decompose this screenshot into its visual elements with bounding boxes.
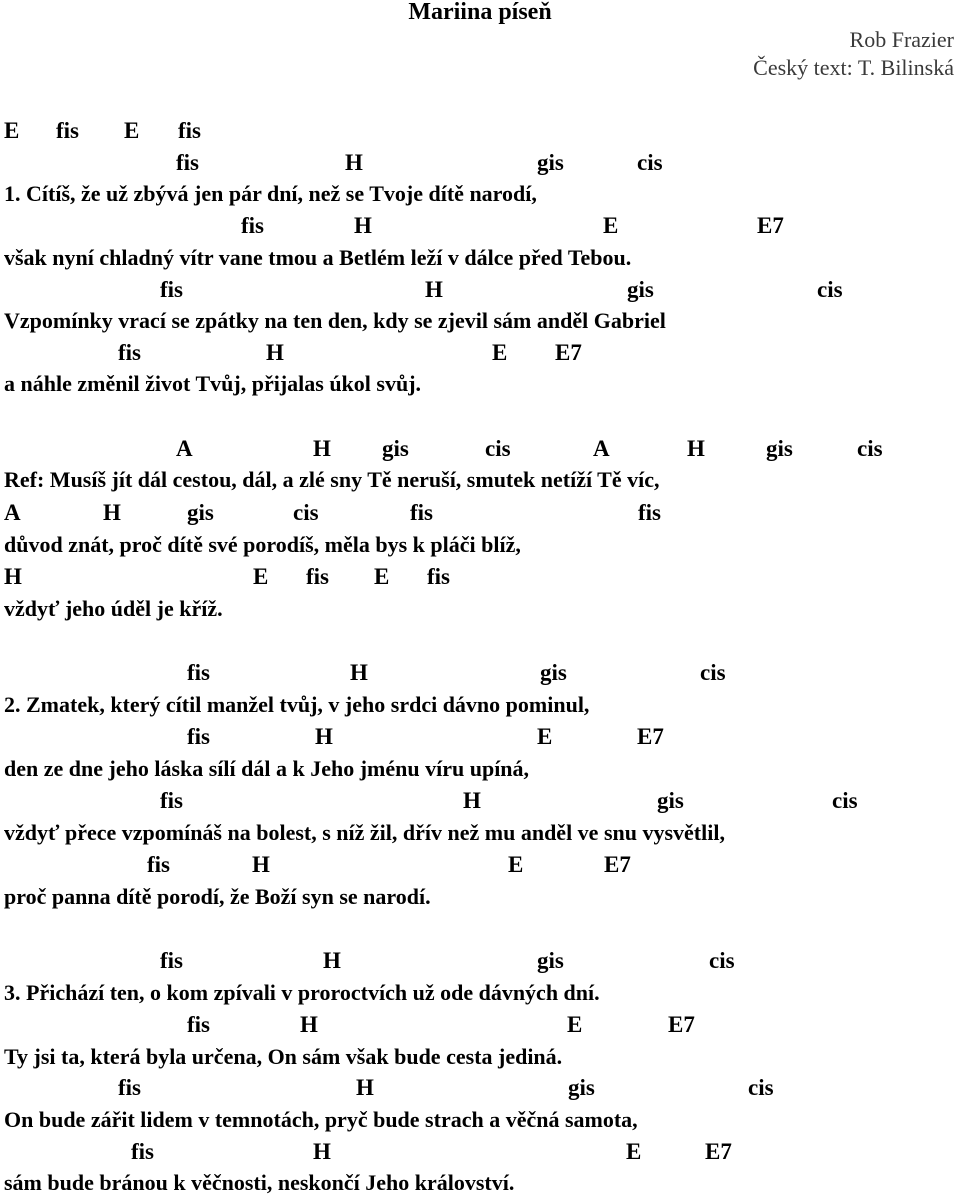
- chord: H: [313, 436, 331, 461]
- lyric-line: vždyť jeho úděl je kříž.: [4, 596, 223, 621]
- lyric-line: Vzpomínky vrací se zpátky na ten den, kdy se zjevil sám anděl Gabriel: [4, 308, 666, 333]
- chord: cis: [817, 277, 843, 302]
- lyric-line: a náhle změnil život Tvůj, přijalas úkol svůj.: [4, 371, 422, 396]
- chord: E: [567, 1012, 583, 1037]
- chord: gis: [537, 150, 564, 175]
- chord: cis: [485, 436, 511, 461]
- chord: fis: [187, 660, 210, 685]
- song-title: Mariina píseň: [408, 0, 552, 25]
- lyric-line: Ty jsi ta, která byla určena, On sám však bude cesta jediná.: [4, 1044, 563, 1069]
- lyric-line: vždyť přece vzpomínáš na bolest, s níž žil, dřív než mu anděl ve snu vysvětlil,: [4, 820, 725, 845]
- chord: E: [537, 724, 553, 749]
- chord: E: [626, 1139, 642, 1164]
- lyric-line: však nyní chladný vítr vane tmou a Betlém leží v dálce před Tebou.: [4, 245, 632, 270]
- lyric-line: 3. Přichází ten, o kom zpívali v proroctvích už ode dávných dní.: [4, 980, 600, 1005]
- chord: E7: [604, 852, 631, 877]
- chord: gis: [568, 1075, 595, 1100]
- translator-credit: Český text: T. Bilinská: [753, 55, 954, 80]
- chord: gis: [187, 500, 214, 525]
- chord: fis: [176, 150, 199, 175]
- intro-chord: E: [4, 118, 20, 143]
- chord: A: [4, 500, 21, 525]
- chord: cis: [700, 660, 726, 685]
- chord: H: [313, 1139, 331, 1164]
- chord: fis: [160, 788, 183, 813]
- lyric-line: den ze dne jeho láska sílí dál a k Jeho jménu víru upíná,: [4, 756, 530, 781]
- intro-chord: E: [124, 118, 140, 143]
- chord: cis: [857, 436, 883, 461]
- chord: gis: [537, 948, 564, 973]
- chord: E7: [668, 1012, 695, 1037]
- chord: gis: [540, 660, 567, 685]
- chord: E: [508, 852, 524, 877]
- chord: E: [253, 564, 269, 589]
- chord: E: [374, 564, 390, 589]
- chord: fis: [160, 277, 183, 302]
- chord: gis: [382, 436, 409, 461]
- chord: H: [345, 150, 363, 175]
- chord: fis: [187, 1012, 210, 1037]
- chord: fis: [638, 500, 661, 525]
- chord: A: [176, 436, 193, 461]
- chord: H: [463, 788, 481, 813]
- chord: fis: [118, 1075, 141, 1100]
- chord: E7: [705, 1139, 732, 1164]
- chord: H: [103, 500, 121, 525]
- chord: H: [252, 852, 270, 877]
- lyric-line: 1. Cítíš, že už zbývá jen pár dní, než se Tvoje dítě narodí,: [4, 181, 537, 206]
- chord: fis: [241, 213, 264, 238]
- chord: E7: [757, 213, 784, 238]
- chord: E: [492, 340, 508, 365]
- lyric-line: sám bude bránou k věčnosti, neskončí Jeho království.: [4, 1170, 515, 1195]
- chord: fis: [147, 852, 170, 877]
- chord: E7: [637, 724, 664, 749]
- chord: cis: [709, 948, 735, 973]
- chord: H: [687, 436, 705, 461]
- chord: E7: [555, 340, 582, 365]
- lyric-line: On bude zářit lidem v temnotách, pryč bude strach a věčná samota,: [4, 1107, 638, 1132]
- chord: H: [425, 277, 443, 302]
- chord: gis: [657, 788, 684, 813]
- lyric-line: proč panna dítě porodí, že Boží syn se narodí.: [4, 884, 431, 909]
- author-credit: Rob Frazier: [849, 27, 954, 52]
- chord: H: [323, 948, 341, 973]
- lyric-line: 2. Zmatek, který cítil manžel tvůj, v jeho srdci dávno pominul,: [4, 692, 590, 717]
- chord: fis: [187, 724, 210, 749]
- intro-chord: fis: [178, 118, 201, 143]
- chord: H: [300, 1012, 318, 1037]
- chord: cis: [637, 150, 663, 175]
- chord: gis: [627, 277, 654, 302]
- chord: H: [354, 213, 372, 238]
- intro-chord: fis: [56, 118, 79, 143]
- chord: gis: [766, 436, 793, 461]
- lyric-line: důvod znát, proč dítě své porodíš, měla bys k pláči blíž,: [4, 532, 521, 557]
- chord: cis: [748, 1075, 774, 1100]
- chord: fis: [427, 564, 450, 589]
- chord: H: [350, 660, 368, 685]
- chord: fis: [410, 500, 433, 525]
- chord: cis: [293, 500, 319, 525]
- chord: H: [315, 724, 333, 749]
- lyric-line: Ref: Musíš jít dál cestou, dál, a zlé sny Tě neruší, smutek netíží Tě víc,: [4, 467, 660, 492]
- chord: H: [356, 1075, 374, 1100]
- chord: fis: [306, 564, 329, 589]
- chord: H: [266, 340, 284, 365]
- chord: fis: [160, 948, 183, 973]
- chord: E: [603, 213, 619, 238]
- chord: cis: [832, 788, 858, 813]
- chord: fis: [131, 1139, 154, 1164]
- chord: H: [4, 564, 22, 589]
- chord: fis: [118, 340, 141, 365]
- chord: A: [593, 436, 610, 461]
